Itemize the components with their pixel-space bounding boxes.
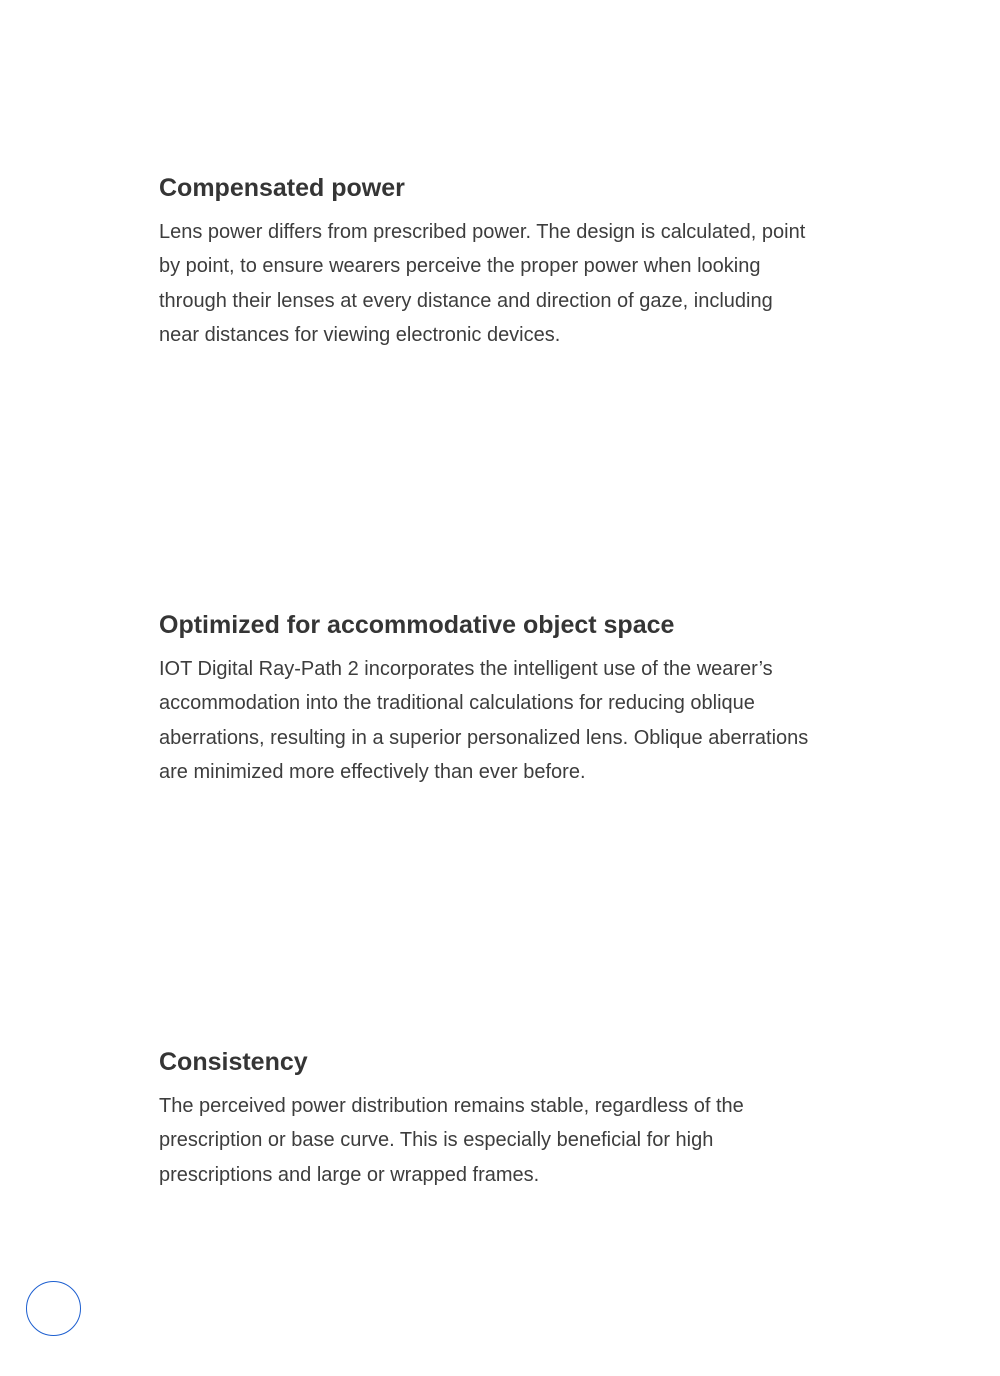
section-heading: Consistency <box>159 1048 308 1076</box>
section-accommodative-object-space <box>159 608 869 789</box>
circle-outline-icon[interactable] <box>26 1281 81 1336</box>
section-body: Lens power differs from prescribed power. The design is calculated, point by point, to ensure wearers perceive the proper power when looking through their lenses at every distance and direction of gaze, including near distances for viewing electronic devices. <box>159 221 806 346</box>
section-body: The perceived power distribution remains stable, regardless of the prescription or base curve. This is especially beneficial for high prescriptions and large or wrapped frames. <box>159 1095 744 1186</box>
section-heading: Compensated power <box>159 174 405 202</box>
section-compensated-power <box>159 171 869 352</box>
section-consistency <box>159 1045 869 1192</box>
section-body: IOT Digital Ray-Path 2 incorporates the intelligent use of the wearer’s accommodation into the traditional calculations for reducing oblique aberrations, resulting in a superior personalized lens. Oblique aberrations are minimized more effectively than ever before. <box>159 658 809 783</box>
section-heading: Optimized for accommodative object space <box>159 611 675 639</box>
